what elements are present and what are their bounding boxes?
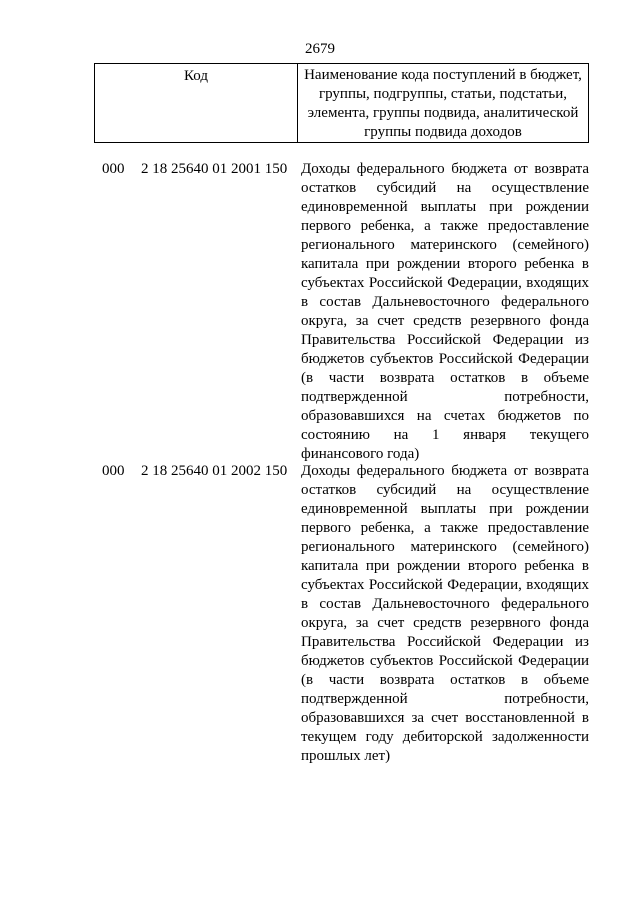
page-number: 2679 — [305, 41, 335, 57]
row-description: Доходы федерального бюджета от возврата остатков субсидий на осуществление единовременной выплаты при рождении первого ребенка, а также предоставление регионального материнского (семейного) капитала при рождении второго ребенка в субъектах Российской Федерации, входящих в состав Дальневосточного федерального округа, за счет средств резервного фонда Правительства Российской Федерации из бюджетов субъектов Российской Федерации (в части возврата остатков в объеме подтвержденной потребности, образовавшихся за счет восстановленной в текущем году дебиторской задолженности прошлых лет) — [301, 463, 589, 764]
row-admin-code: 000 — [102, 463, 125, 479]
row-budget-code: 2 18 25640 01 2002 150 — [141, 463, 288, 479]
header-name-column: Наименование кода поступлений в бюджет, группы, подгруппы, статьи, подстатьи, элемента, группы подвида, аналитической группы подвида доходов — [304, 67, 582, 140]
row-description: Доходы федерального бюджета от возврата остатков субсидий на осуществление единовременной выплаты при рождении первого ребенка, а также предоставление регионального материнского (семейного) капитала при рождении второго ребенка в субъектах Российской Федерации, входящих в состав Дальневосточного федерального округа, за счет средств резервного фонда Правительства Российской Федерации из бюджетов субъектов Российской Федерации (в части возврата остатков в объеме подтвержденной потребности, образовавшихся на счетах бюджетов по состоянию на 1 января текущего финансового года) — [301, 161, 589, 462]
header-code-column: Код — [95, 64, 298, 142]
row-budget-code: 2 18 25640 01 2001 150 — [141, 161, 288, 177]
table-header — [94, 63, 589, 143]
row-admin-code: 000 — [102, 161, 125, 177]
